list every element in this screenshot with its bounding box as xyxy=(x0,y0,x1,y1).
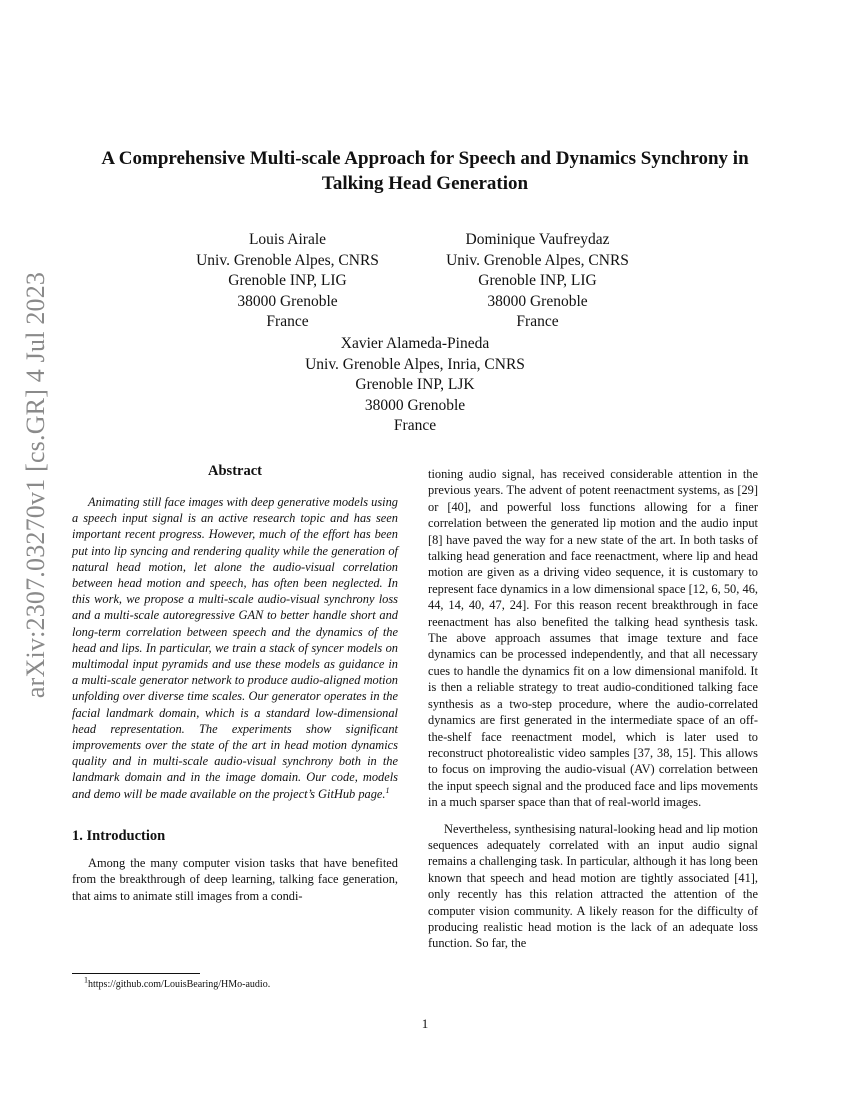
author-country: France xyxy=(393,417,437,434)
introduction-paragraph: Among the many computer vision tasks that have benefited from the breakthrough of deep learning, talking face generation, that aims to animate still images from a condi- xyxy=(72,855,398,903)
author-block-2 xyxy=(420,230,655,333)
body-paragraph-2: Nevertheless, synthesising natural-looking head and lip motion sequences adequately correlated with an input audio signal remains a challenging task. In particular, although it has long been known that speech and head motion are tightly associated [41], only recently has this relation attracted the attention of the computer vision community. A likely reason for the difficulty of producing realistic head motion is the lack of an adequate loss function. So far, the xyxy=(428,821,758,951)
author-name: Dominique Vaufreydaz xyxy=(465,231,610,248)
abstract-heading: Abstract xyxy=(208,463,262,479)
body-paragraph-1: tioning audio signal, has received considerable attention in the previous years. The advent of potent reenactment systems, as [29] or [40], and powerful loss functions allowing for a finer correlation between the generated lip motion and the audio input [8] have paved the way for a new state of the art. In both tasks of talking head generation and face reenactment, where lip and head motion are given as a driving video sequence, it is customary to represent face dynamics in a low dimensional space [12, 6, 50, 46, 44, 14, 40, 47, 24]. For this reason recent breakthrough in face reenactment has also benefited the talking head synthesis task. The above approach assumes that image texture and face dynamics can be processed independently, and that all necessary cues to handle the dynamics fit on a low dimensional manifold. It is then a reliable strategy to treat audio-conditioned talking face synthesis as a two-step procedure, where the audio-correlated dynamics are first generated in the intermediate space of an off-the-shelf face reenactment model, which is later used to reconstruct photorealistic video samples [37, 38, 15]. This allows to focus on improving the audio-visual (AV) correlation between the input speech signal and the produced face and lips movements in a much sparser space than that of real-world images. xyxy=(428,467,758,810)
footnote-number: 1 xyxy=(84,975,88,985)
footnote-link[interactable]: https://github.com/LouisBearing/HMo-audio. xyxy=(88,979,271,990)
title-line-2: Talking Head Generation xyxy=(321,173,529,194)
title-line-1: A Comprehensive Multi-scale Approach for Speech and Dynamics Synchrony in xyxy=(101,148,749,169)
footnote xyxy=(72,975,398,991)
author-address: 38000 Grenoble xyxy=(364,396,466,414)
author-country: France xyxy=(266,313,309,330)
author-affiliation: Univ. Grenoble Alpes, Inria, CNRS xyxy=(305,355,525,373)
author-affiliation: Grenoble INP, LIG xyxy=(228,272,347,289)
author-affiliation: Grenoble INP, LJK xyxy=(355,376,475,393)
author-block-1 xyxy=(165,230,410,333)
arxiv-identifier: arXiv:2307.03270v1 [cs.GR] 4 Jul 2023 xyxy=(21,271,51,699)
paper-title xyxy=(40,146,810,196)
left-column xyxy=(72,463,398,904)
author-block-3 xyxy=(270,334,560,437)
author-name: Louis Airale xyxy=(248,231,327,248)
introduction-heading: 1. Introduction xyxy=(72,827,166,844)
abstract-text: Animating still face images with deep generative models using a speech input signal is an active research topic and has seen important recent progress. However, much of the effort has been put into lip syncing and rendering quality while the generation of natural head motion, let alone the audio-visual correlation between head motion and speech, has often been neglected. In this work, we propose a multi-scale audio-visual synchrony loss and a multi-scale autoregressive GAN to better handle short and long-term correlation between speech and the dynamics of the head and lips. In particular, we train a stack of syncer models on multimodal input pyramids and use these models as guidance in a multi-scale generator network to produce audio-aligned motion unfolding over diverse time scales. Our generator operates in the facial landmark domain, which is a standard low-dimensional head representation. The experiments show significant improvements over the state of the art in head motion dynamics quality and in multi-scale audio-visual synchrony both in the landmark domain and in the image domain. Our code, models and demo will be made available on the project’s GitHub page.$^1$ xyxy=(72,495,398,801)
author-address: 38000 Grenoble xyxy=(237,292,338,310)
author-affiliation: Univ. Grenoble Alpes, CNRS xyxy=(446,251,629,269)
footnote-rule xyxy=(72,973,200,974)
author-name: Xavier Alameda-Pineda xyxy=(340,335,490,352)
author-address: 38000 Grenoble xyxy=(487,292,588,310)
page-number: 1 xyxy=(421,1016,429,1031)
author-affiliation: Grenoble INP, LIG xyxy=(478,272,597,289)
right-column xyxy=(428,466,758,952)
author-country: France xyxy=(516,313,559,330)
author-affiliation: Univ. Grenoble Alpes, CNRS xyxy=(196,251,379,269)
footnote-marker: 1 xyxy=(385,785,390,795)
